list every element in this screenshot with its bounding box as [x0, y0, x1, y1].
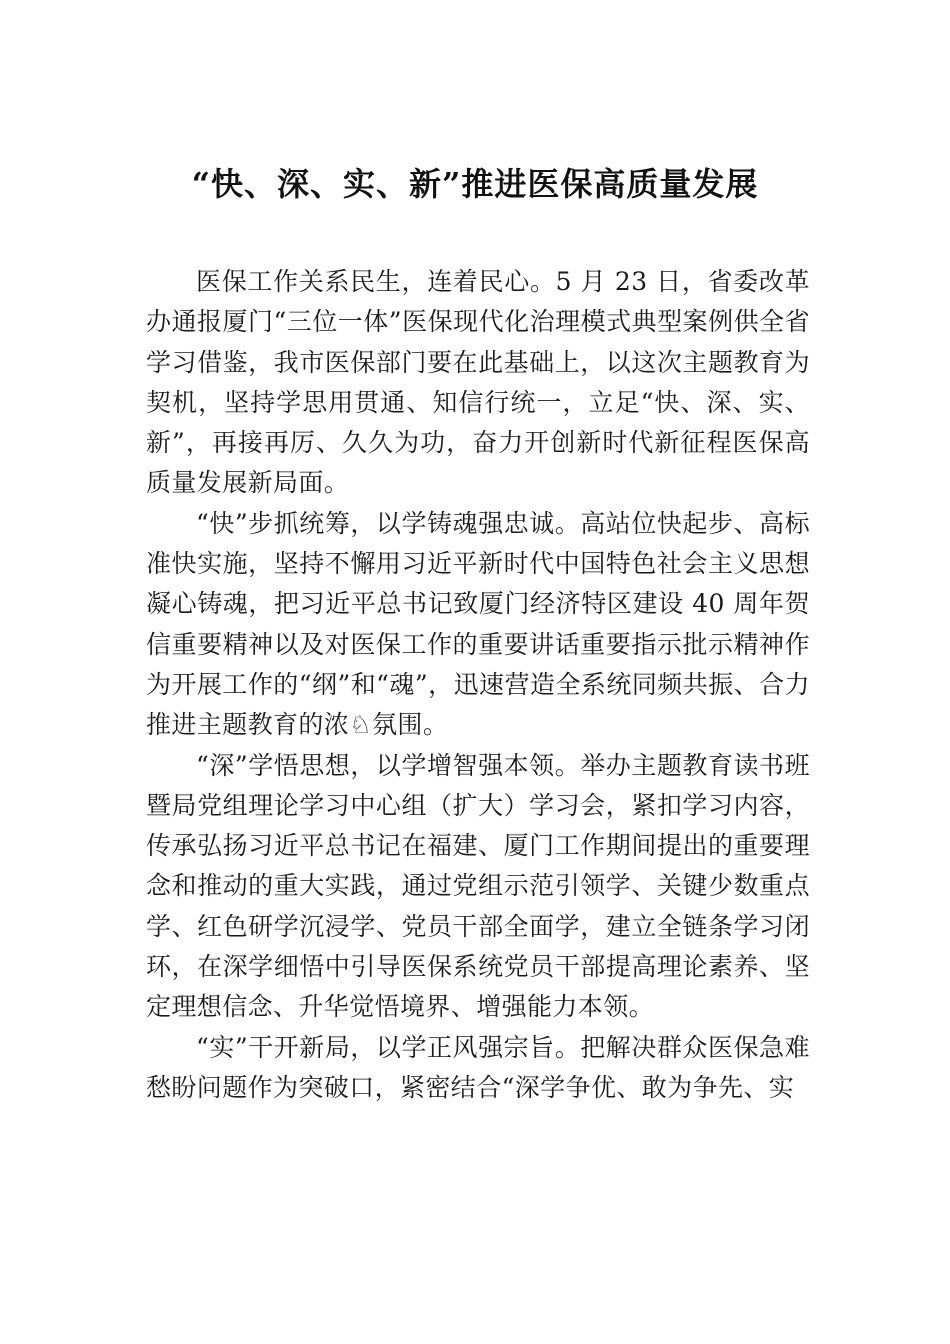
paragraph: “快”步抓统筹，以学铸魂强忠诚。高站位快起步、高标准快实施，坚持不懈用习近平新时代中国特色社会主义思想凝心铸魂，把习近平总书记致厦门经济特区建设 40 周年贺信重要精神以及对医保工作的重要讲话重要指示批示精神作为开展工作的“纲”和“魂”，迅速营造全系统同频共振、合力推进主题教育的浓♘氛围。: [146, 508, 810, 740]
document-title: “快、深、实、新”推进医保高质量发展: [191, 165, 759, 203]
document-body: [146, 262, 810, 1108]
paragraph: 医保工作关系民生，连着民心。5 月 23 日，省委改革办通报厦门“三位一体”医保现代化治理模式典型案例供全省学习借鉴，我市医保部门要在此基础上，以这次主题教育为契机，坚持学思用贯通、知信行统一，立足“快、深、实、新”，再接再厉、久久为功，奋力开创新时代新征程医保高质量发展新局面。: [146, 267, 810, 498]
paragraph: “深”学悟思想，以学增智强本领。举办主题教育读书班暨局党组理论学习中心组（扩大）学习会，紧扣学习内容，传承弘扬习近平总书记在福建、厦门工作期间提出的重要理念和推动的重大实践，通过党组示范引领学、关键少数重点学、红色研学沉浸学、党员干部全面学，建立全链条学习闭环，在深学细悟中引导医保系统党员干部提高理论素养、坚定理想信念、升华觉悟境界、增强能力本领。: [146, 750, 810, 1022]
paragraph: “实”干开新局，以学正风强宗旨。把解决群众医保急难愁盼问题作为突破口，紧密结合“深学争优、敢为争先、实: [146, 1032, 810, 1102]
